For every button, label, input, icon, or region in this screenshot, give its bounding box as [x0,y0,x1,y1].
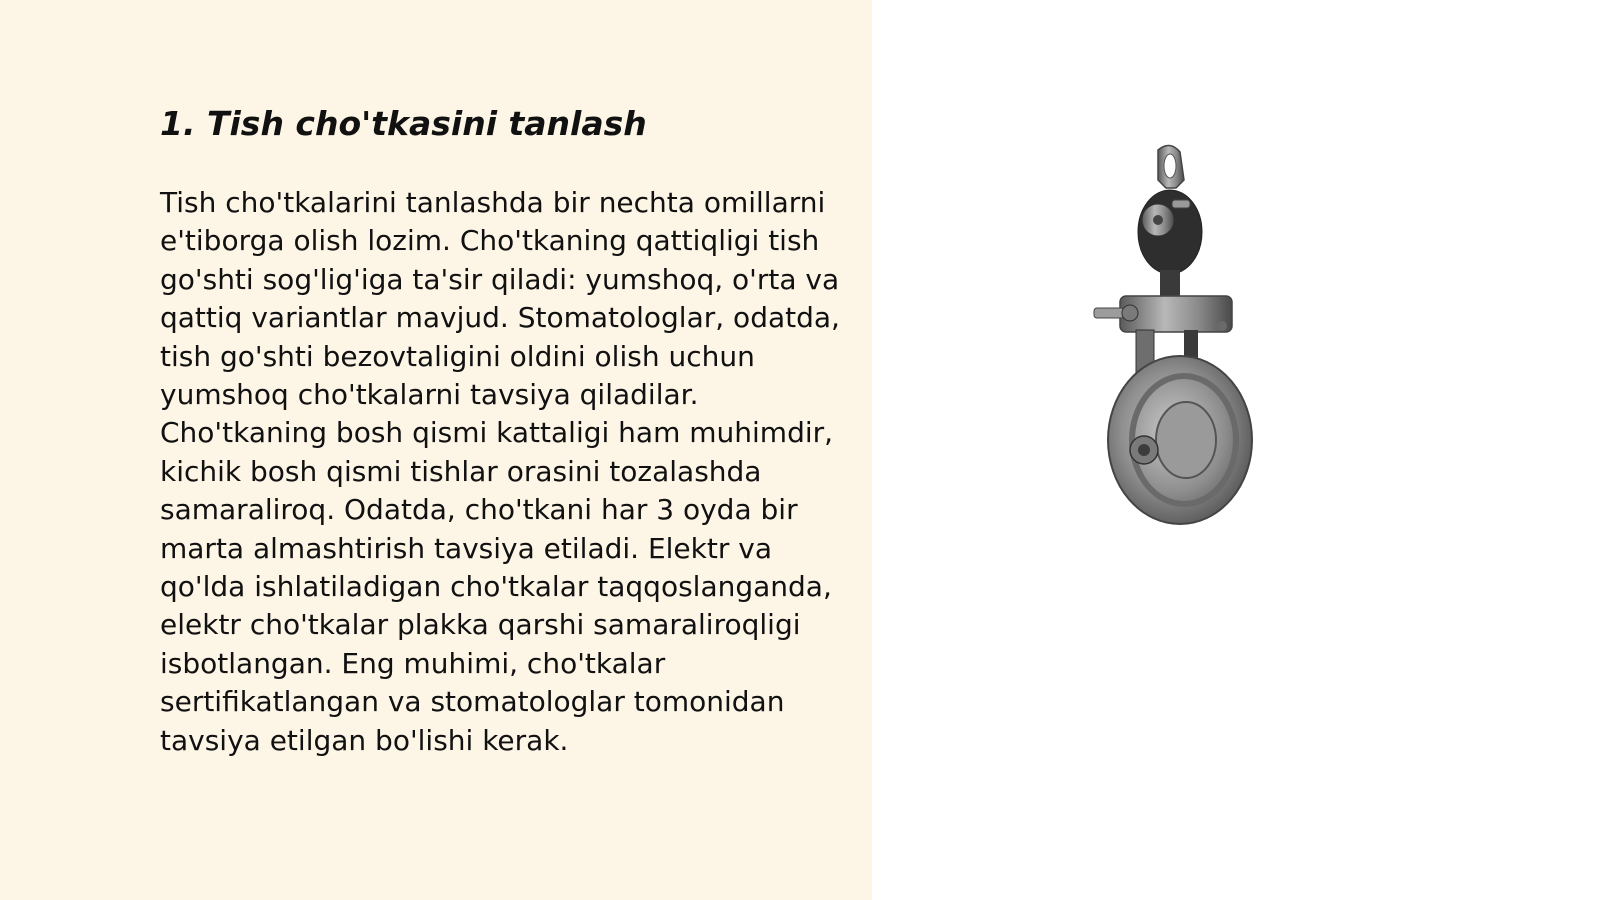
slide-title: 1. Tish cho'tkasini tanlash [160,104,647,143]
pulley-block-icon [1080,140,1260,540]
slide-body-text: Tish cho'tkalarini tanlashda bir nechta omillarni e'tiborga olish lozim. Cho'tkaning qattiqligi tish go'shti sog'lig'iga ta'sir qiladi: yumshoq, o'rta va qattiq variantlar mavjud. Stomatologlar, odatda, tish go'shti bezovtaligini oldini olish uchun yumshoq cho'tkalarni tavsiya qiladilar. Cho'tkaning bosh qismi kattaligi ham muhimdir, kichik bosh qismi tishlar orasini tozalashda samaraliroq. Odatda, cho'tkani har 3 oyda bir marta almashtirish tavsiya etiladi. Elektr va qo'lda ishlatiladigan cho'tkalar taqqoslanganda, elektr cho'tkalar plakka qarshi samaraliroqligi isbotlangan. Eng muhimi, cho'tkalar sertifikatlangan va stomatologlar tomonidan tavsiya etilgan bo'lishi kerak. [160,186,840,757]
